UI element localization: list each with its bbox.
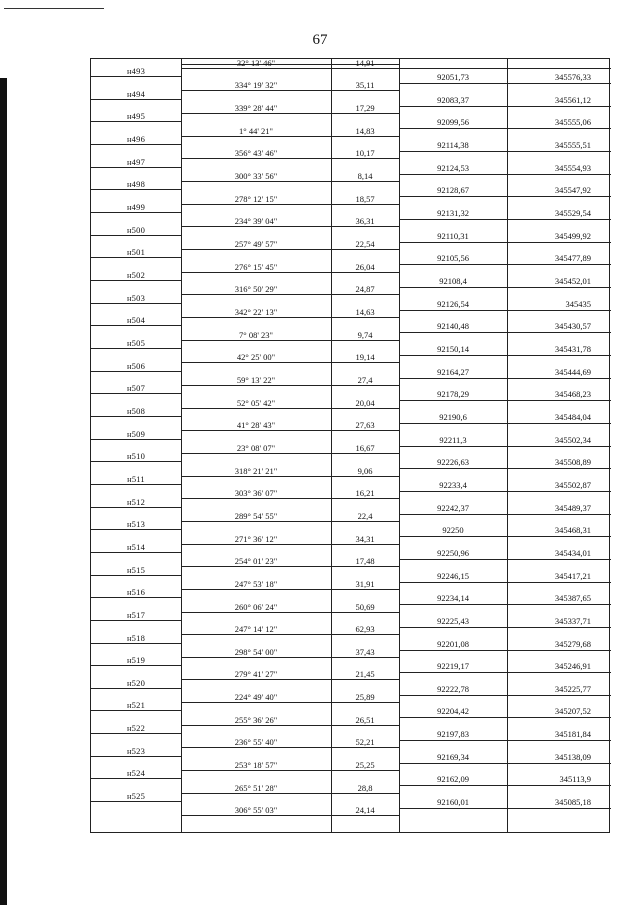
point-y-coordinate: 345499,92 [554, 230, 591, 241]
point-name: н525 [126, 791, 146, 802]
coordinate-rule [399, 83, 611, 84]
segment-rule [181, 136, 399, 137]
point-y-coordinate: 345477,89 [554, 253, 591, 264]
point-x-coordinate: 92242,37 [437, 502, 469, 513]
point-y-coordinate: 345452,01 [554, 275, 591, 286]
segment-angle: 342° 22' 13" [234, 306, 278, 317]
point-y-coordinate: 345434,01 [554, 547, 591, 558]
segment-distance: 22,54 [355, 238, 375, 249]
segment-distance: 36,31 [355, 216, 375, 227]
point-name: н507 [126, 383, 146, 394]
point-name: н509 [126, 428, 146, 439]
coordinate-rule [399, 559, 611, 560]
segment-rule [181, 747, 399, 748]
coordinate-rule [399, 128, 611, 129]
point-x-coordinate: 92246,15 [437, 570, 469, 581]
point-y-coordinate: 345430,57 [554, 321, 591, 332]
segment-distance: 26,04 [355, 261, 375, 272]
segment-distance: 28,8 [357, 782, 373, 793]
coordinate-rule [399, 310, 611, 311]
segment-rule [181, 453, 399, 454]
segment-rule [181, 385, 399, 386]
segment-angle: 316° 50' 29" [234, 284, 278, 295]
point-name: н523 [126, 745, 146, 756]
segment-distance: 16,67 [355, 442, 375, 453]
segment-rule [181, 340, 399, 341]
segment-distance: 35,11 [355, 80, 375, 91]
point-rule [91, 620, 181, 621]
coordinate-rule [399, 446, 611, 447]
coordinate-rule [399, 491, 611, 492]
point-name: н512 [126, 496, 146, 507]
segment-distance: 19,14 [355, 352, 375, 363]
point-rule [91, 189, 181, 190]
point-y-coordinate: 345489,37 [554, 502, 591, 513]
segment-distance: 14,63 [355, 306, 375, 317]
segment-distance: 9,06 [357, 465, 373, 476]
point-rule [91, 688, 181, 689]
point-y-coordinate: 345547,92 [554, 185, 591, 196]
segment-angle: 318° 21' 21" [234, 465, 278, 476]
point-rule [91, 801, 181, 802]
point-x-coordinate: 92051,73 [437, 72, 469, 82]
segment-rule [181, 362, 399, 363]
segment-angle: 279° 41' 27" [234, 669, 278, 680]
segment-distance: 37,43 [355, 646, 375, 657]
point-name: н501 [126, 247, 146, 258]
point-rule [91, 507, 181, 508]
point-name: н502 [126, 269, 146, 280]
segment-rule [181, 408, 399, 409]
segment-distance: 52,21 [355, 737, 375, 748]
point-rule [91, 167, 181, 168]
point-rule [91, 371, 181, 372]
segment-rule [181, 521, 399, 522]
point-name: н516 [126, 587, 146, 598]
point-name: н513 [126, 519, 146, 530]
segment-rule [181, 317, 399, 318]
point-rule [91, 303, 181, 304]
point-rule [91, 439, 181, 440]
point-x-coordinate: 92201,08 [437, 638, 469, 649]
coordinate-rule [399, 264, 611, 265]
coordinate-rule [399, 627, 611, 628]
coordinate-rule [399, 717, 611, 718]
segment-angle: 271° 36' 12" [234, 533, 278, 544]
point-x-coordinate: 92150,14 [437, 343, 469, 354]
coordinate-rule [399, 242, 611, 243]
point-x-coordinate: 92225,43 [437, 615, 469, 626]
coordinate-rule [399, 582, 611, 583]
segment-rule [181, 90, 399, 91]
point-name: н508 [126, 405, 146, 416]
segment-angle: 298° 54' 00" [234, 646, 278, 657]
point-y-coordinate: 345225,77 [554, 683, 591, 694]
segment-distance: 50,69 [355, 601, 375, 612]
segment-distance: 8,14 [357, 170, 373, 181]
segment-distance: 10,17 [355, 148, 375, 159]
segment-angle: 276° 15' 45" [234, 261, 278, 272]
point-y-coordinate: 345431,78 [554, 343, 591, 354]
segment-distance: 18,57 [355, 193, 375, 204]
point-rule [91, 325, 181, 326]
segment-angle: 306° 55' 03" [234, 805, 278, 816]
segment-rule [181, 657, 399, 658]
point-y-coordinate: 345337,71 [554, 615, 591, 626]
segment-angle: 300° 33' 56" [234, 170, 278, 181]
point-rule [91, 461, 181, 462]
segment-angle: 23° 08' 07" [236, 442, 276, 453]
segment-angle: 234° 39' 04" [234, 216, 278, 227]
point-x-coordinate: 92162,09 [437, 774, 469, 785]
point-x-coordinate: 92197,83 [437, 729, 469, 740]
point-x-coordinate: 92124,53 [437, 162, 469, 173]
segment-distance: 20,04 [355, 397, 375, 408]
point-name: н500 [126, 224, 146, 235]
point-name: н518 [126, 632, 146, 643]
point-y-coordinate: 345555,51 [554, 139, 591, 150]
point-name: н497 [126, 156, 146, 167]
segment-angle: 257° 49' 57" [234, 238, 278, 249]
segment-rule [181, 566, 399, 567]
point-rule [91, 733, 181, 734]
segment-rule [181, 294, 399, 295]
point-x-coordinate: 92110,31 [437, 230, 469, 241]
segment-distance: 27,4 [357, 374, 373, 385]
segment-angle: 52° 05' 42" [236, 397, 276, 408]
point-name: н506 [126, 360, 146, 371]
segment-distance: 14,91 [355, 57, 375, 68]
point-x-coordinate: 92169,34 [437, 751, 469, 762]
segment-distance: 62,93 [355, 624, 375, 635]
point-rule [91, 76, 181, 77]
segment-rule [181, 634, 399, 635]
point-x-coordinate: 92226,63 [437, 457, 469, 468]
point-x-coordinate: 92190,6 [439, 411, 467, 422]
coordinate-rule [399, 423, 611, 424]
coordinate-rule [399, 740, 611, 741]
segment-angle: 247° 53' 18" [234, 578, 278, 589]
segment-rule [181, 158, 399, 159]
point-x-coordinate: 92108,4 [439, 275, 467, 286]
point-x-coordinate: 92160,01 [437, 797, 469, 808]
point-rule [91, 99, 181, 100]
scan-margin-bar [0, 78, 7, 905]
point-x-coordinate: 92105,56 [437, 253, 469, 264]
coordinate-rule [399, 695, 611, 696]
point-x-coordinate: 92250 [442, 525, 464, 536]
segment-angle: 289° 54' 55" [234, 510, 278, 521]
point-y-coordinate: 345138,09 [554, 751, 591, 762]
point-rule [91, 597, 181, 598]
coordinate-rule [399, 332, 611, 333]
segment-distance: 22,4 [357, 510, 373, 521]
coordinate-rule [399, 106, 611, 107]
segment-angle: 254° 01' 23" [234, 556, 278, 567]
point-rule [91, 665, 181, 666]
point-name: н515 [126, 564, 146, 575]
coordinate-rule [399, 536, 611, 537]
point-x-coordinate: 92164,27 [437, 366, 469, 377]
point-x-coordinate: 92140,48 [437, 321, 469, 332]
segment-rule [181, 498, 399, 499]
segment-rule [181, 815, 399, 816]
segment-angle: 265° 51' 28" [234, 782, 278, 793]
point-name: н498 [126, 179, 146, 190]
point-x-coordinate: 92178,29 [437, 389, 469, 400]
point-name: н511 [127, 473, 145, 484]
segment-distance: 24,87 [355, 284, 375, 295]
segment-rule [181, 702, 399, 703]
point-name: н514 [126, 541, 146, 552]
point-y-coordinate: 345444,69 [554, 366, 591, 377]
segment-angle: 253° 18' 57" [234, 760, 278, 771]
point-x-coordinate: 92083,37 [437, 94, 469, 105]
segment-distance: 17,29 [355, 102, 375, 113]
segment-angle: 356° 43' 46" [234, 148, 278, 159]
point-x-coordinate: 92131,32 [437, 207, 469, 218]
segment-angle: 42° 25' 00" [236, 352, 276, 363]
point-rule [91, 393, 181, 394]
point-rule [91, 710, 181, 711]
point-name: н499 [126, 201, 146, 212]
point-name: н504 [126, 315, 146, 326]
coordinate-rule [399, 151, 611, 152]
segment-rule [181, 113, 399, 114]
point-y-coordinate: 345502,87 [554, 479, 591, 490]
coordinate-rule [399, 196, 611, 197]
point-name: н520 [126, 677, 146, 688]
point-y-coordinate: 345387,65 [554, 593, 591, 604]
segment-angle: 224° 49' 40" [234, 692, 278, 703]
coordinates-table [90, 58, 610, 833]
point-name: н494 [126, 88, 146, 99]
point-x-coordinate: 92234,14 [437, 593, 469, 604]
segment-distance: 27,63 [355, 420, 375, 431]
segment-distance: 21,45 [355, 669, 375, 680]
segment-rule [181, 476, 399, 477]
coordinate-rule [399, 68, 611, 69]
segment-rule [181, 430, 399, 431]
coordinate-rule [399, 808, 611, 809]
segment-distance: 16,21 [355, 488, 375, 499]
segment-angle: 41° 28' 43" [236, 420, 276, 431]
coordinate-rule [399, 650, 611, 651]
point-x-coordinate: 92114,38 [437, 139, 469, 150]
point-x-coordinate: 92219,17 [437, 661, 469, 672]
coordinate-rule [399, 604, 611, 605]
segment-distance: 31,91 [355, 578, 375, 589]
coordinate-rule [399, 672, 611, 673]
point-rule [91, 121, 181, 122]
point-x-coordinate: 92099,56 [437, 117, 469, 128]
point-rule [91, 643, 181, 644]
segment-rule [181, 249, 399, 250]
point-rule [91, 416, 181, 417]
segment-distance: 9,74 [357, 329, 373, 340]
segment-rule [181, 725, 399, 726]
segment-rule [181, 226, 399, 227]
point-rule [91, 778, 181, 779]
page-number: 67 [312, 32, 328, 48]
point-y-coordinate: 345468,31 [554, 525, 591, 536]
point-x-coordinate: 92222,78 [437, 683, 469, 694]
point-x-coordinate: 92126,54 [437, 298, 469, 309]
point-y-coordinate: 345508,89 [554, 457, 591, 468]
coordinate-rule [399, 355, 611, 356]
point-rule [91, 484, 181, 485]
point-name: н524 [126, 768, 146, 779]
segment-angle: 1° 44' 21" [239, 125, 273, 136]
coordinate-rule [399, 468, 611, 469]
segment-distance: 26,51 [355, 714, 375, 725]
point-y-coordinate: 345417,21 [554, 570, 591, 581]
coordinate-rule [399, 514, 611, 515]
segment-distance: 34,31 [355, 533, 375, 544]
coordinate-rule [399, 287, 611, 288]
point-name: н510 [126, 451, 146, 462]
point-y-coordinate: 345555,06 [554, 117, 591, 128]
point-x-coordinate: 92233,4 [439, 479, 467, 490]
segment-angle: 59° 13' 22" [236, 374, 276, 385]
point-y-coordinate: 345484,04 [554, 411, 591, 422]
point-name: н493 [126, 66, 146, 76]
segment-angle: 339° 28' 44" [234, 102, 278, 113]
segment-rule [181, 793, 399, 794]
coordinate-rule [399, 219, 611, 220]
point-name: н505 [126, 337, 146, 348]
segment-angle: 278° 12' 15" [234, 193, 278, 204]
segment-distance: 24,14 [355, 805, 375, 816]
point-y-coordinate: 345468,23 [554, 389, 591, 400]
point-rule [91, 212, 181, 213]
coordinate-rule [399, 378, 611, 379]
point-y-coordinate: 345207,52 [554, 706, 591, 717]
point-name: н495 [126, 111, 146, 122]
point-name: н521 [126, 700, 146, 711]
point-rule [91, 575, 181, 576]
segment-angle: 334° 19' 32" [234, 80, 278, 91]
point-rule [91, 348, 181, 349]
point-y-coordinate: 345181,84 [554, 729, 591, 740]
point-y-coordinate: 345529,54 [554, 207, 591, 218]
segment-rule [181, 204, 399, 205]
point-rule [91, 552, 181, 553]
segment-rule [181, 68, 399, 69]
segment-angle: 32° 13' 46" [236, 57, 276, 68]
segment-rule [181, 679, 399, 680]
point-rule [91, 235, 181, 236]
segment-distance: 14,83 [355, 125, 375, 136]
point-name: н519 [126, 655, 146, 666]
segment-rule [181, 612, 399, 613]
point-rule [91, 144, 181, 145]
point-y-coordinate: 345576,33 [554, 72, 591, 82]
point-x-coordinate: 92128,67 [437, 185, 469, 196]
segment-rule [181, 272, 399, 273]
segment-rule [181, 181, 399, 182]
point-x-coordinate: 92204,42 [437, 706, 469, 717]
segment-rule [181, 589, 399, 590]
segment-angle: 255° 36' 26" [234, 714, 278, 725]
point-y-coordinate: 345554,93 [554, 162, 591, 173]
segment-angle: 247° 14' 12" [234, 624, 278, 635]
segment-rule [181, 544, 399, 545]
coordinate-rule [399, 400, 611, 401]
point-rule [91, 280, 181, 281]
segment-distance: 25,89 [355, 692, 375, 703]
point-y-coordinate: 345502,34 [554, 434, 591, 445]
header-rule [4, 8, 104, 9]
point-y-coordinate: 345561,12 [554, 94, 591, 105]
point-y-coordinate: 345113,9 [559, 774, 591, 785]
point-rule [91, 756, 181, 757]
point-x-coordinate: 92250,96 [437, 547, 469, 558]
segment-angle: 260° 06' 24" [234, 601, 278, 612]
segment-angle: 236° 55' 40" [234, 737, 278, 748]
point-rule [91, 529, 181, 530]
point-y-coordinate: 345435 [565, 298, 591, 309]
point-name: н496 [126, 133, 146, 144]
segment-angle: 7° 08' 23" [239, 329, 273, 340]
coordinate-rule [399, 785, 611, 786]
point-y-coordinate: 345246,91 [554, 661, 591, 672]
coordinate-rule [399, 174, 611, 175]
segment-angle: 303° 36' 07" [234, 488, 278, 499]
point-name: н503 [126, 292, 146, 303]
coordinate-rule [399, 763, 611, 764]
segment-rule [181, 770, 399, 771]
segment-distance: 17,48 [355, 556, 375, 567]
segment-distance: 25,25 [355, 760, 375, 771]
point-name: н517 [126, 609, 146, 620]
point-y-coordinate: 345279,68 [554, 638, 591, 649]
point-name: н522 [126, 723, 146, 734]
point-x-coordinate: 92211,3 [439, 434, 467, 445]
point-rule [91, 257, 181, 258]
point-y-coordinate: 345085,18 [554, 797, 591, 808]
